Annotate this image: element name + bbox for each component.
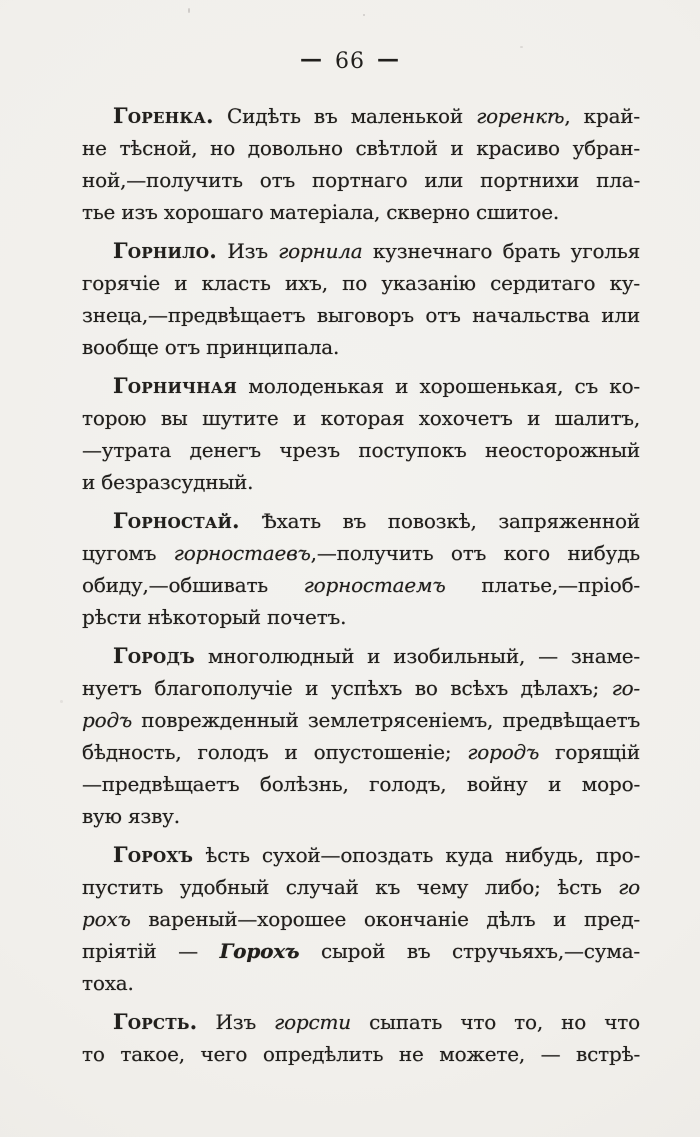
paper-speck xyxy=(520,46,523,48)
entry-gornostay xyxy=(82,505,640,633)
text-run: ной,—получить отъ портнаго или портнихи пла- xyxy=(82,168,640,192)
text-run: и безразсудный. xyxy=(82,470,254,494)
entry-gorod xyxy=(82,640,640,832)
paper-speck xyxy=(60,700,63,703)
text-line xyxy=(82,505,640,537)
text-run: тье изъ хорошаго матеріала, скверно сшитое. xyxy=(82,200,560,224)
text-run: пустить удобный случай къ чему либо; ѣсть xyxy=(82,875,619,899)
text-run: горенкѣ xyxy=(476,104,565,128)
text-run: вообще отъ принципала. xyxy=(82,335,340,359)
text-line xyxy=(82,839,640,871)
text-run: Горохъ xyxy=(219,939,300,963)
entry-headword: Горнило. xyxy=(113,238,218,263)
text-line xyxy=(82,736,640,768)
entry-gorst xyxy=(82,1006,640,1070)
entry-gorenka xyxy=(82,100,640,228)
page-header xyxy=(0,0,700,76)
entry-gornichnaya xyxy=(82,370,640,498)
text-run: горностаевъ xyxy=(173,541,311,565)
text-line xyxy=(82,267,640,299)
text-run: тоха. xyxy=(82,971,134,995)
header-rule-left: — xyxy=(300,46,323,72)
text-run: нуетъ благополучіе и успѣхъ во всѣхъ дѣлахъ; xyxy=(82,676,612,700)
text-line xyxy=(82,800,640,832)
text-line xyxy=(82,331,640,363)
text-run: го- xyxy=(611,676,640,700)
text-line xyxy=(82,601,640,633)
text-line xyxy=(82,967,640,999)
text-run: горящій xyxy=(539,740,640,764)
text-run: кузнечнаго брать уголья xyxy=(362,239,640,263)
text-run: Изъ xyxy=(217,239,279,263)
entry-headword: Горничная xyxy=(113,373,238,398)
text-line xyxy=(82,402,640,434)
text-run: молоденькая и хорошенькая, съ ко- xyxy=(237,374,640,398)
text-run: поврежденный землетрясеніемъ, предвѣщаетъ xyxy=(132,708,640,732)
text-run: , край- xyxy=(564,104,640,128)
text-line xyxy=(82,434,640,466)
text-line xyxy=(82,1038,640,1070)
text-line xyxy=(82,1006,640,1038)
text-line xyxy=(82,466,640,498)
entry-headword: Горсть. xyxy=(113,1009,198,1034)
entry-headword: Горохъ xyxy=(113,842,194,867)
text-run: многолюдный и изобильный, — знаме- xyxy=(195,644,640,668)
text-run: городъ xyxy=(467,740,540,764)
text-run: горячіе и класть ихъ, по указанію сердитаго ку- xyxy=(82,271,640,295)
text-line xyxy=(82,132,640,164)
text-line xyxy=(82,640,640,672)
header-rule-right: — xyxy=(377,46,400,72)
entry-headword: Горенка. xyxy=(113,103,214,128)
text-run: Сидѣть въ маленькой xyxy=(213,104,477,128)
entry-gornilo xyxy=(82,235,640,363)
text-run: —утрата денегъ чрезъ поступокъ неосторожный xyxy=(82,438,640,462)
text-line xyxy=(82,768,640,800)
text-run: горнила xyxy=(278,239,363,263)
text-line xyxy=(82,299,640,331)
text-run: ѣсть сухой—опоздать куда нибудь, про- xyxy=(193,843,640,867)
text-run: рѣсти нѣкоторый почетъ. xyxy=(82,605,347,629)
text-run: горностаемъ xyxy=(303,573,446,597)
text-line xyxy=(82,871,640,903)
text-run: сырой въ стручьяхъ,—сума- xyxy=(299,939,640,963)
text-run: не тѣсной, но довольно свѣтлой и красиво убран- xyxy=(82,136,640,160)
text-line xyxy=(82,196,640,228)
text-run: пріятій — xyxy=(82,939,220,963)
entry-gorokh xyxy=(82,839,640,999)
text-line xyxy=(82,903,640,935)
text-line xyxy=(82,370,640,402)
text-line xyxy=(82,569,640,601)
text-run: торою вы шутите и которая хохочетъ и шалитъ, xyxy=(82,406,640,430)
page-number: 66 xyxy=(335,49,365,74)
text-run: рохъ xyxy=(82,907,131,931)
text-run: бѣдность, голодъ и опустошеніе; xyxy=(82,740,468,764)
text-run: Изъ xyxy=(197,1010,275,1034)
text-run: обиду,—обшивать xyxy=(82,573,304,597)
text-line xyxy=(82,235,640,267)
entry-headword: Горностай. xyxy=(113,508,240,533)
text-line xyxy=(82,164,640,196)
text-run: знеца,—предвѣщаетъ выговоръ отъ начальства или xyxy=(82,303,640,327)
text-run: —предвѣщаетъ болѣзнь, голодъ, войну и моро- xyxy=(82,772,640,796)
entry-headword: Городъ xyxy=(113,643,195,668)
text-line xyxy=(82,100,640,132)
text-run: вую язву. xyxy=(82,804,180,828)
text-line xyxy=(82,935,640,967)
text-block xyxy=(82,100,640,1070)
text-line xyxy=(82,537,640,569)
text-line xyxy=(82,672,640,704)
paper-speck xyxy=(363,14,365,16)
text-run: Ѣхать въ повозкѣ, запряженной xyxy=(239,509,640,533)
text-run: горсти xyxy=(274,1010,351,1034)
text-run: вареный—хорошее окончаніе дѣлъ и пред- xyxy=(130,907,640,931)
text-run: сыпать что то, но что xyxy=(350,1010,640,1034)
text-run: го xyxy=(618,875,640,899)
text-run: платье,—пріоб- xyxy=(445,573,640,597)
text-line xyxy=(82,704,640,736)
text-run: ,—получить отъ кого нибудь xyxy=(310,541,640,565)
text-run: цугомъ xyxy=(82,541,174,565)
paper-speck xyxy=(188,8,190,13)
text-run: то такое, чего опредѣлить не можете, — встрѣ- xyxy=(82,1042,640,1066)
text-run: родъ xyxy=(82,708,133,732)
